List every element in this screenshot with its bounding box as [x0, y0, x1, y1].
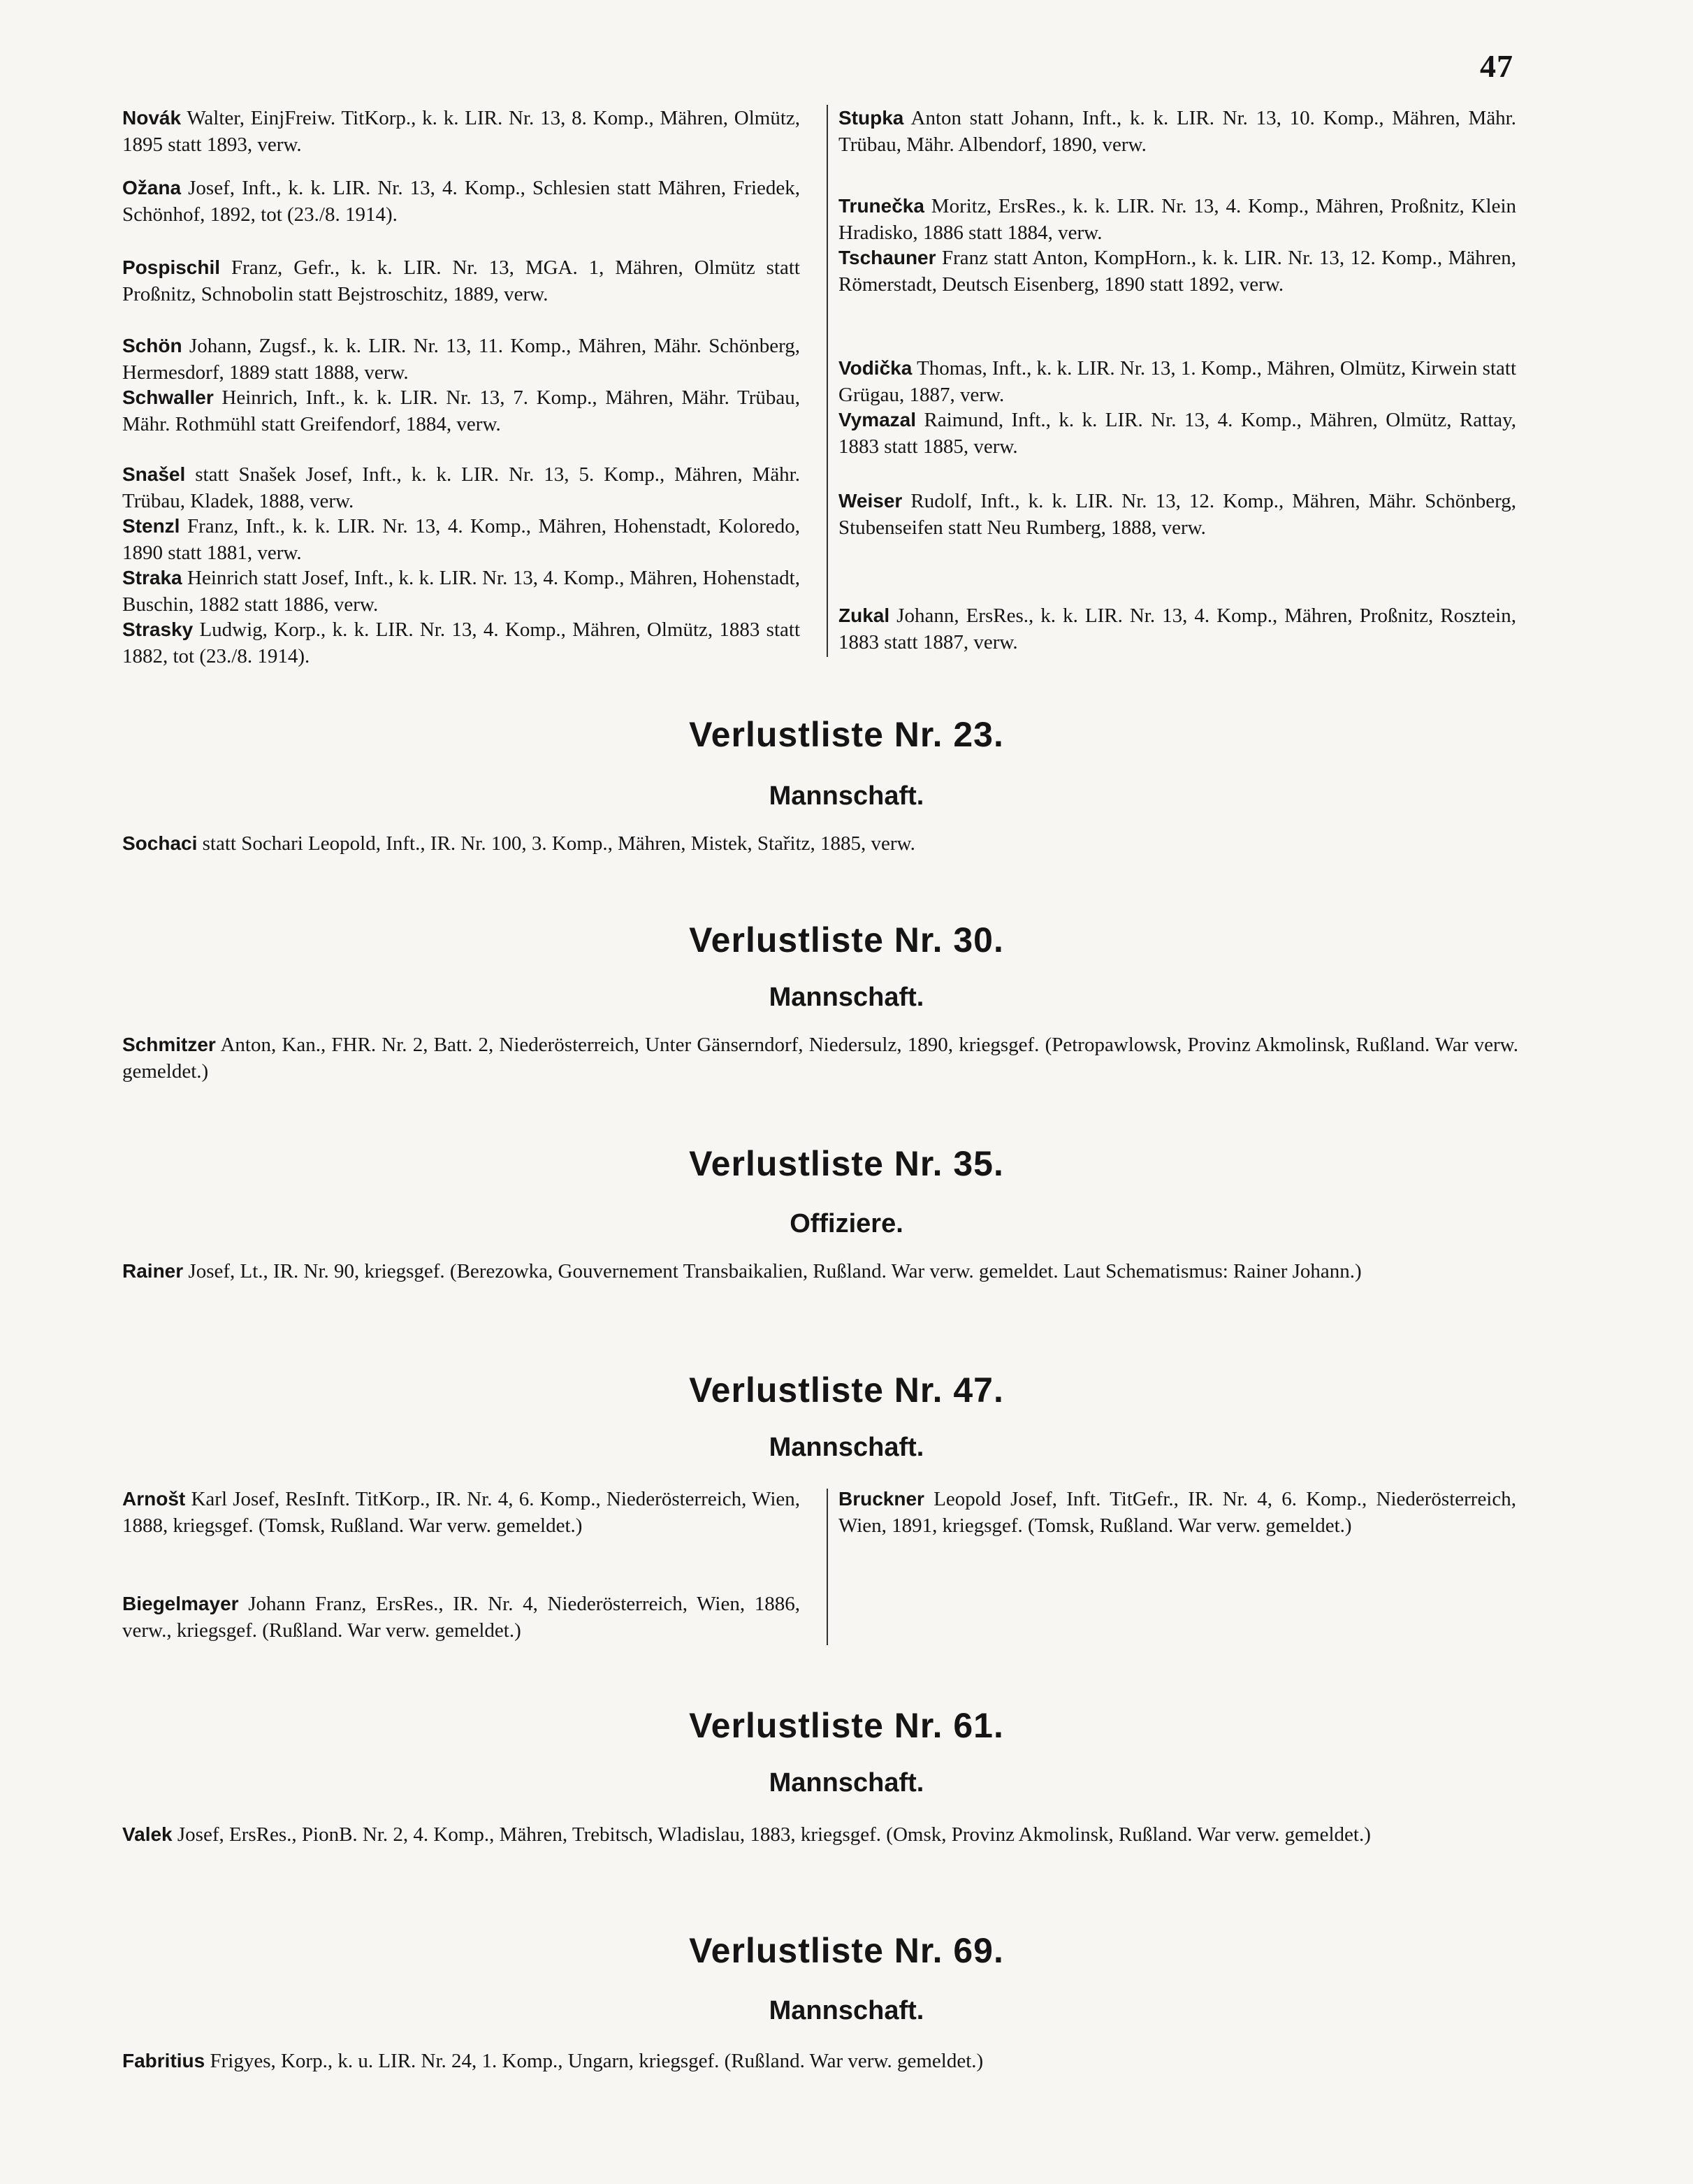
entry-text: Ludwig, Korp., k. k. LIR. Nr. 13, 4. Komp., Mähren, Olmütz, 1883 statt 1882, tot (23./8. 1914). — [122, 619, 801, 667]
list-item — [838, 105, 1516, 158]
section-subheading: Mannschaft. — [769, 1433, 924, 1462]
section-subheading: Mannschaft. — [769, 781, 924, 811]
entry-name: Ožana — [122, 177, 182, 198]
list-item — [122, 1821, 1518, 1848]
list-item — [122, 1032, 1518, 1085]
entry-name: Stupka — [838, 107, 904, 129]
list-item — [122, 333, 800, 386]
entry-name: Vymazal — [838, 409, 917, 431]
entry-name: Weiser — [838, 490, 903, 512]
entry-text: Rudolf, Inft., k. k. LIR. Nr. 13, 12. Komp., Mähren, Mähr. Schönberg, Stubenseifen statt Neu Rumberg, 1888, verw. — [838, 490, 1516, 539]
section-subheading: Mannschaft. — [769, 1996, 924, 2025]
section-heading: Verlustliste Nr. 47. — [689, 1371, 1004, 1410]
entry-name: Bruckner — [838, 1488, 924, 1510]
entry-name: Strasky — [122, 619, 194, 640]
entry-text: Karl Josef, ResInft. TitKorp., IR. Nr. 4, 6. Komp., Niederösterreich, Wien, 1888, kriegsgef. (Tomsk, Rußland. War verw. gemeldet.) — [122, 1488, 801, 1537]
list-item — [122, 175, 800, 228]
entry-text: Josef, Lt., IR. Nr. 90, kriegsgef. (Berezowka, Gouvernement Transbaikalien, Rußland. War verw. gemeldet. Laut Schematismus: Rainer Johann.) — [188, 1260, 1362, 1282]
page-number: 47 — [1480, 48, 1513, 84]
list-item — [838, 407, 1516, 460]
list-item — [122, 254, 800, 308]
entry-text: Thomas, Inft., k. k. LIR. Nr. 13, 1. Komp., Mähren, Olmütz, Kirwein statt Grügau, 1887, verw. — [838, 357, 1517, 406]
entry-name: Schön — [122, 335, 182, 356]
entry-text: statt Snašek Josef, Inft., k. k. LIR. Nr. 13, 5. Komp., Mähren, Mähr. Trübau, Kladek, 1888, verw. — [122, 463, 800, 512]
top-left-column — [122, 105, 801, 667]
entry-text: Franz statt Anton, KompHorn., k. k. LIR. Nr. 13, 12. Komp., Mähren, Römerstadt, Deutsch Eisenberg, 1890 statt 1892, verw. — [838, 247, 1517, 296]
list-item — [122, 1591, 800, 1644]
list-item — [122, 565, 800, 618]
entry-text: Anton statt Johann, Inft., k. k. LIR. Nr. 13, 10. Komp., Mähren, Mähr. Trübau, Mähr. Albendorf, 1890, verw. — [838, 107, 1516, 156]
entry-name: Novák — [122, 107, 182, 129]
entry-name: Pospischil — [122, 256, 221, 278]
entry-name: Vodička — [838, 357, 913, 379]
list-item — [122, 2048, 1518, 2074]
entry-name: Biegelmayer — [122, 1593, 239, 1614]
entry-name: Arnošt — [122, 1488, 186, 1510]
column-divider — [827, 1489, 828, 1645]
entry-text: Johann, Zugsf., k. k. LIR. Nr. 13, 11. Komp., Mähren, Mähr. Schönberg, Hermesdorf, 1889 statt 1888, verw. — [122, 335, 801, 384]
top-right-column — [838, 105, 1516, 664]
section-subheading: Offiziere. — [790, 1209, 903, 1238]
entry-text: statt Sochari Leopold, Inft., IR. Nr. 100, 3. Komp., Mähren, Mistek, Stařitz, 1885, verw. — [202, 832, 915, 855]
entry-name: Zukal — [838, 605, 890, 626]
list-item — [122, 513, 800, 566]
entry-name: Snašel — [122, 463, 186, 485]
list-item — [838, 193, 1516, 246]
entry-text: Heinrich, Inft., k. k. LIR. Nr. 13, 7. Komp., Mähren, Mähr. Trübau, Mähr. Rothmühl statt Greifendorf, 1884, verw. — [122, 386, 800, 435]
entry-text: Johann, ErsRes., k. k. LIR. Nr. 13, 4. Komp., Mähren, Proßnitz, Rosztein, 1883 statt 1887, verw. — [838, 605, 1516, 653]
list-item — [122, 461, 800, 514]
list-item — [838, 355, 1516, 408]
list-item — [122, 1258, 1518, 1285]
section-heading: Verlustliste Nr. 30. — [689, 920, 1004, 960]
s47-right-column — [838, 1486, 1516, 1654]
section-heading: Verlustliste Nr. 69. — [689, 1931, 1004, 1970]
entry-name: Schwaller — [122, 386, 214, 408]
entry-text: Johann Franz, ErsRes., IR. Nr. 4, Niederösterreich, Wien, 1886, verw., kriegsgef. (Rußland. War verw. gemeldet.) — [122, 1593, 800, 1642]
list-item — [838, 1486, 1516, 1539]
entry-name: Stenzl — [122, 515, 180, 537]
list-item — [838, 245, 1516, 298]
list-item — [122, 1486, 800, 1539]
entry-name: Sochaci — [122, 832, 198, 854]
list-item — [838, 602, 1516, 656]
section-heading: Verlustliste Nr. 35. — [689, 1144, 1004, 1183]
entry-text: Anton, Kan., FHR. Nr. 2, Batt. 2, Niederösterreich, Unter Gänserndorf, Niedersulz, 1890, kriegsgef. (Petropawlowsk, Provinz Akmolinsk, Rußland. War verw. gemeldet.) — [122, 1034, 1518, 1083]
column-divider — [827, 105, 828, 657]
entry-text: Moritz, ErsRes., k. k. LIR. Nr. 13, 4. Komp., Mähren, Proßnitz, Klein Hradisko, 1886 statt 1884, verw. — [838, 195, 1517, 244]
entry-text: Leopold Josef, Inft. TitGefr., IR. Nr. 4, 6. Komp., Niederösterreich, Wien, 1891, kriegsgef. (Tomsk, Rußland. War verw. gemeldet.) — [838, 1488, 1516, 1537]
entry-text: Heinrich statt Josef, Inft., k. k. LIR. Nr. 13, 4. Komp., Mähren, Hohenstadt, Buschin, 1882 statt 1886, verw. — [122, 567, 800, 616]
s47-left-column — [122, 1486, 800, 1654]
entry-name: Valek — [122, 1823, 173, 1845]
section-heading: Verlustliste Nr. 61. — [689, 1706, 1004, 1745]
entry-text: Franz, Gefr., k. k. LIR. Nr. 13, MGA. 1, Mähren, Olmütz statt Proßnitz, Schnobolin statt Bejstroschitz, 1889, verw. — [122, 256, 800, 305]
entry-name: Rainer — [122, 1260, 184, 1282]
list-item — [122, 830, 1518, 857]
entry-name: Fabritius — [122, 2050, 205, 2071]
entry-text: Josef, Inft., k. k. LIR. Nr. 13, 4. Komp., Schlesien statt Mähren, Friedek, Schönhof, 1892, tot (23./8. 1914). — [122, 177, 801, 226]
entry-name: Schmitzer — [122, 1034, 216, 1055]
section-heading: Verlustliste Nr. 23. — [689, 715, 1004, 754]
entry-text: Raimund, Inft., k. k. LIR. Nr. 13, 4. Komp., Mähren, Olmütz, Rattay, 1883 statt 1885, verw. — [838, 409, 1517, 458]
list-item — [122, 105, 800, 158]
entry-text: Josef, ErsRes., PionB. Nr. 2, 4. Komp., Mähren, Trebitsch, Wladislau, 1883, kriegsgef. (Omsk, Provinz Akmolinsk, Rußland. War verw. gemeldet.) — [177, 1823, 1371, 1846]
entry-text: Walter, EinjFreiw. TitKorp., k. k. LIR. Nr. 13, 8. Komp., Mähren, Olmütz, 1895 statt 1893, verw. — [122, 107, 801, 156]
entry-name: Tschauner — [838, 247, 936, 268]
section-subheading: Mannschaft. — [769, 1768, 924, 1798]
entry-name: Straka — [122, 567, 182, 588]
list-item — [122, 384, 800, 437]
entry-text: Franz, Inft., k. k. LIR. Nr. 13, 4. Komp., Mähren, Hohenstadt, Koloredo, 1890 statt 1881, verw. — [122, 515, 800, 564]
list-item — [838, 488, 1516, 541]
entry-name: Trunečka — [838, 195, 924, 217]
list-item — [122, 616, 800, 670]
entry-text: Frigyes, Korp., k. u. LIR. Nr. 24, 1. Komp., Ungarn, kriegsgef. (Rußland. War verw. gemeldet.) — [210, 2050, 984, 2072]
section-subheading: Mannschaft. — [769, 983, 924, 1012]
